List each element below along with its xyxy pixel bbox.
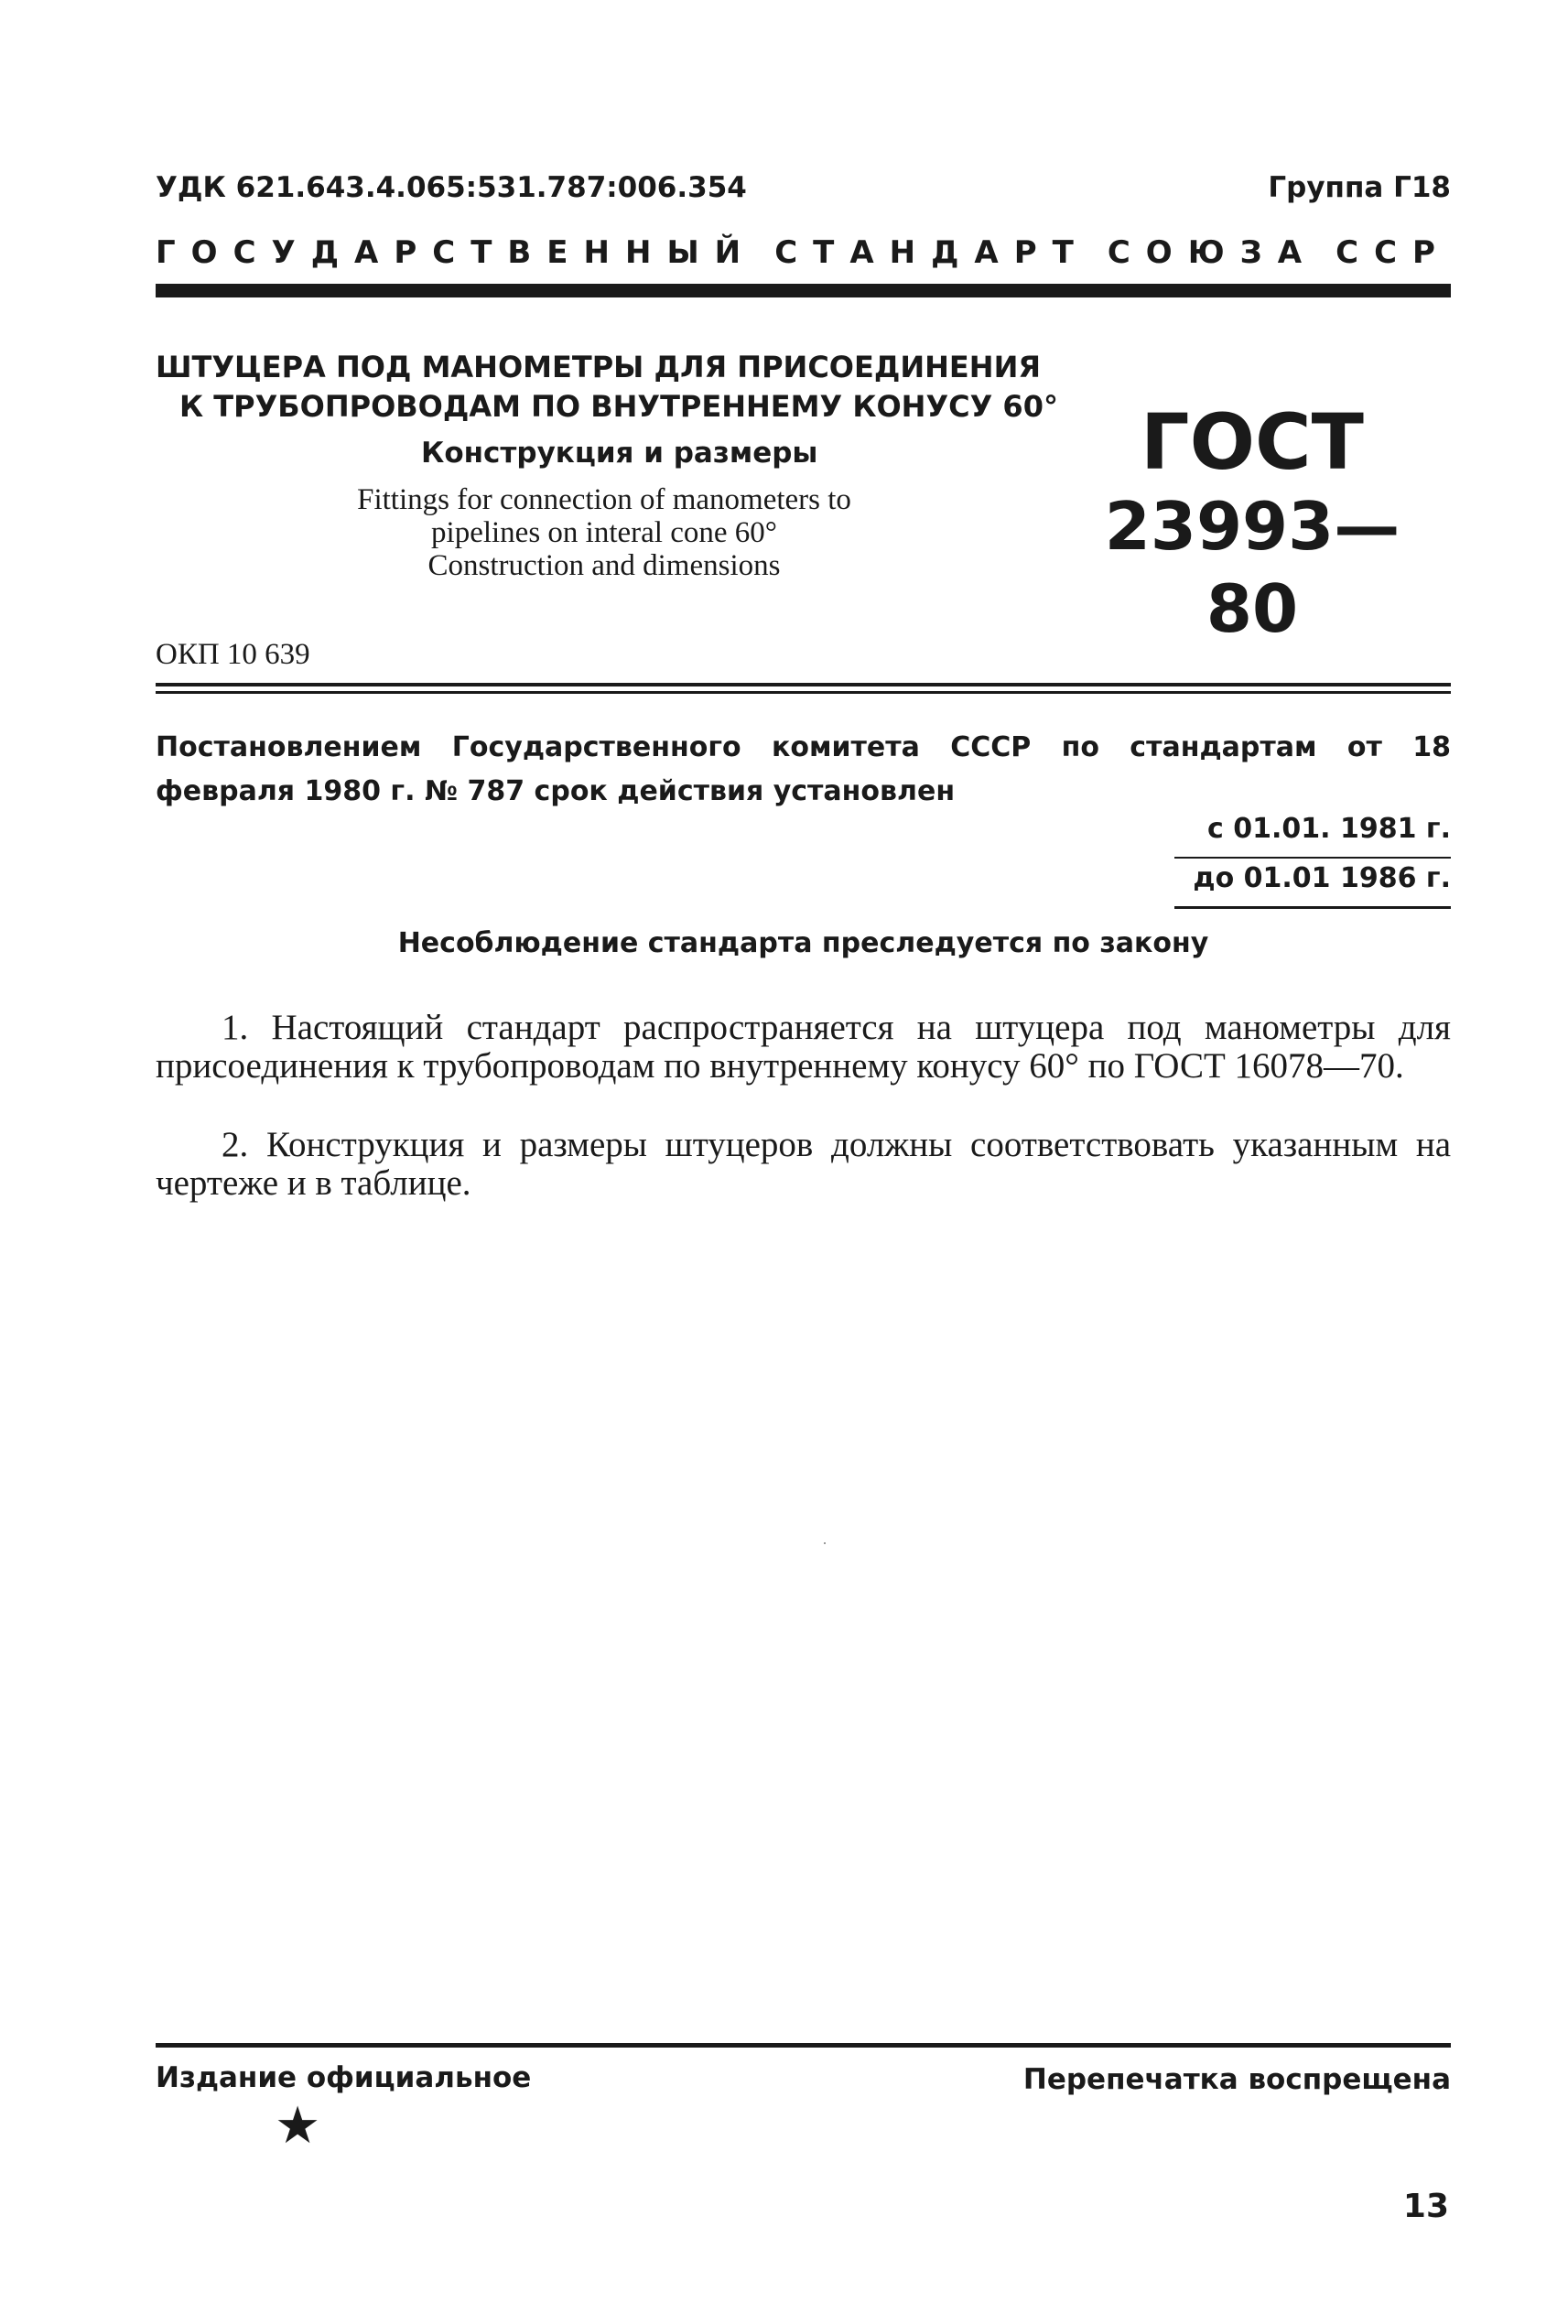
page-number: 13 <box>1402 2188 1449 2225</box>
validity-underline <box>1174 906 1451 909</box>
edition-label: Издание официальное <box>156 2061 532 2094</box>
gost-number: 23993—80 <box>1104 488 1400 647</box>
english-title-line-1: Fittings for connection of manometers to <box>357 483 851 516</box>
validity-divider <box>1174 857 1451 859</box>
law-notice: Несоблюдение стандарта преследуется по закону <box>397 927 1209 959</box>
paragraph-2 <box>156 1126 1451 1203</box>
print-speck <box>824 1542 826 1544</box>
okp-code: ОКП 10 639 <box>156 638 310 671</box>
state-standard-banner <box>156 234 1451 271</box>
banner-word-3: СОЮЗА <box>1107 234 1318 271</box>
section-rule-bottom <box>156 691 1451 694</box>
section-rule-top <box>156 683 1451 686</box>
validity-from: с 01.01. 1981 г. <box>1207 813 1451 845</box>
group-code: Группа Г18 <box>1268 171 1451 204</box>
paragraph-1 <box>156 1009 1451 1086</box>
paragraph-1-text: 1. Настоящий стандарт распространяется на штуцера под манометры для присоединения к трубопроводам по внутреннему конусу 60° по ГОСТ 16078—70. <box>156 1008 1451 1086</box>
udk-code: УДК 621.643.4.065:531.787:006.354 <box>156 171 747 204</box>
header-rule <box>156 284 1451 297</box>
validity-to: до 01.01 1986 г. <box>1193 862 1451 894</box>
english-title-line-3: Construction and dimensions <box>427 549 781 582</box>
english-title-line-2: pipelines on interal cone 60° <box>431 516 777 549</box>
banner-word-1: ГОСУДАРСТВЕННЫЙ <box>156 234 757 271</box>
title-subtitle: Конструкция и размеры <box>421 437 818 470</box>
decree-text: Постановлением Государственного комитета СССР по стандартам от 18 февраля 1980 г. № 787 срок действия установлен <box>156 731 1451 807</box>
paragraph-2-text: 2. Конструкция и размеры штуцеров должны соответствовать указанным на чертеже и в таблице. <box>156 1125 1451 1203</box>
gost-label: ГОСТ <box>1141 397 1364 487</box>
footer-rule <box>156 2043 1451 2048</box>
star-icon: ★ <box>275 2098 321 2155</box>
banner-word-2: СТАНДАРТ <box>774 234 1089 271</box>
reprint-notice: Перепечатка воспрещена <box>1022 2063 1451 2096</box>
title-line-2: К ТРУБОПРОВОДАМ ПО ВНУТРЕННЕМУ КОНУСУ 60° <box>179 389 1058 424</box>
english-title <box>275 483 934 582</box>
title-line-1: ШТУЦЕРА ПОД МАНОМЕТРЫ ДЛЯ ПРИСОЕДИНЕНИЯ <box>156 350 1041 384</box>
banner-word-4: ССР <box>1336 234 1451 271</box>
